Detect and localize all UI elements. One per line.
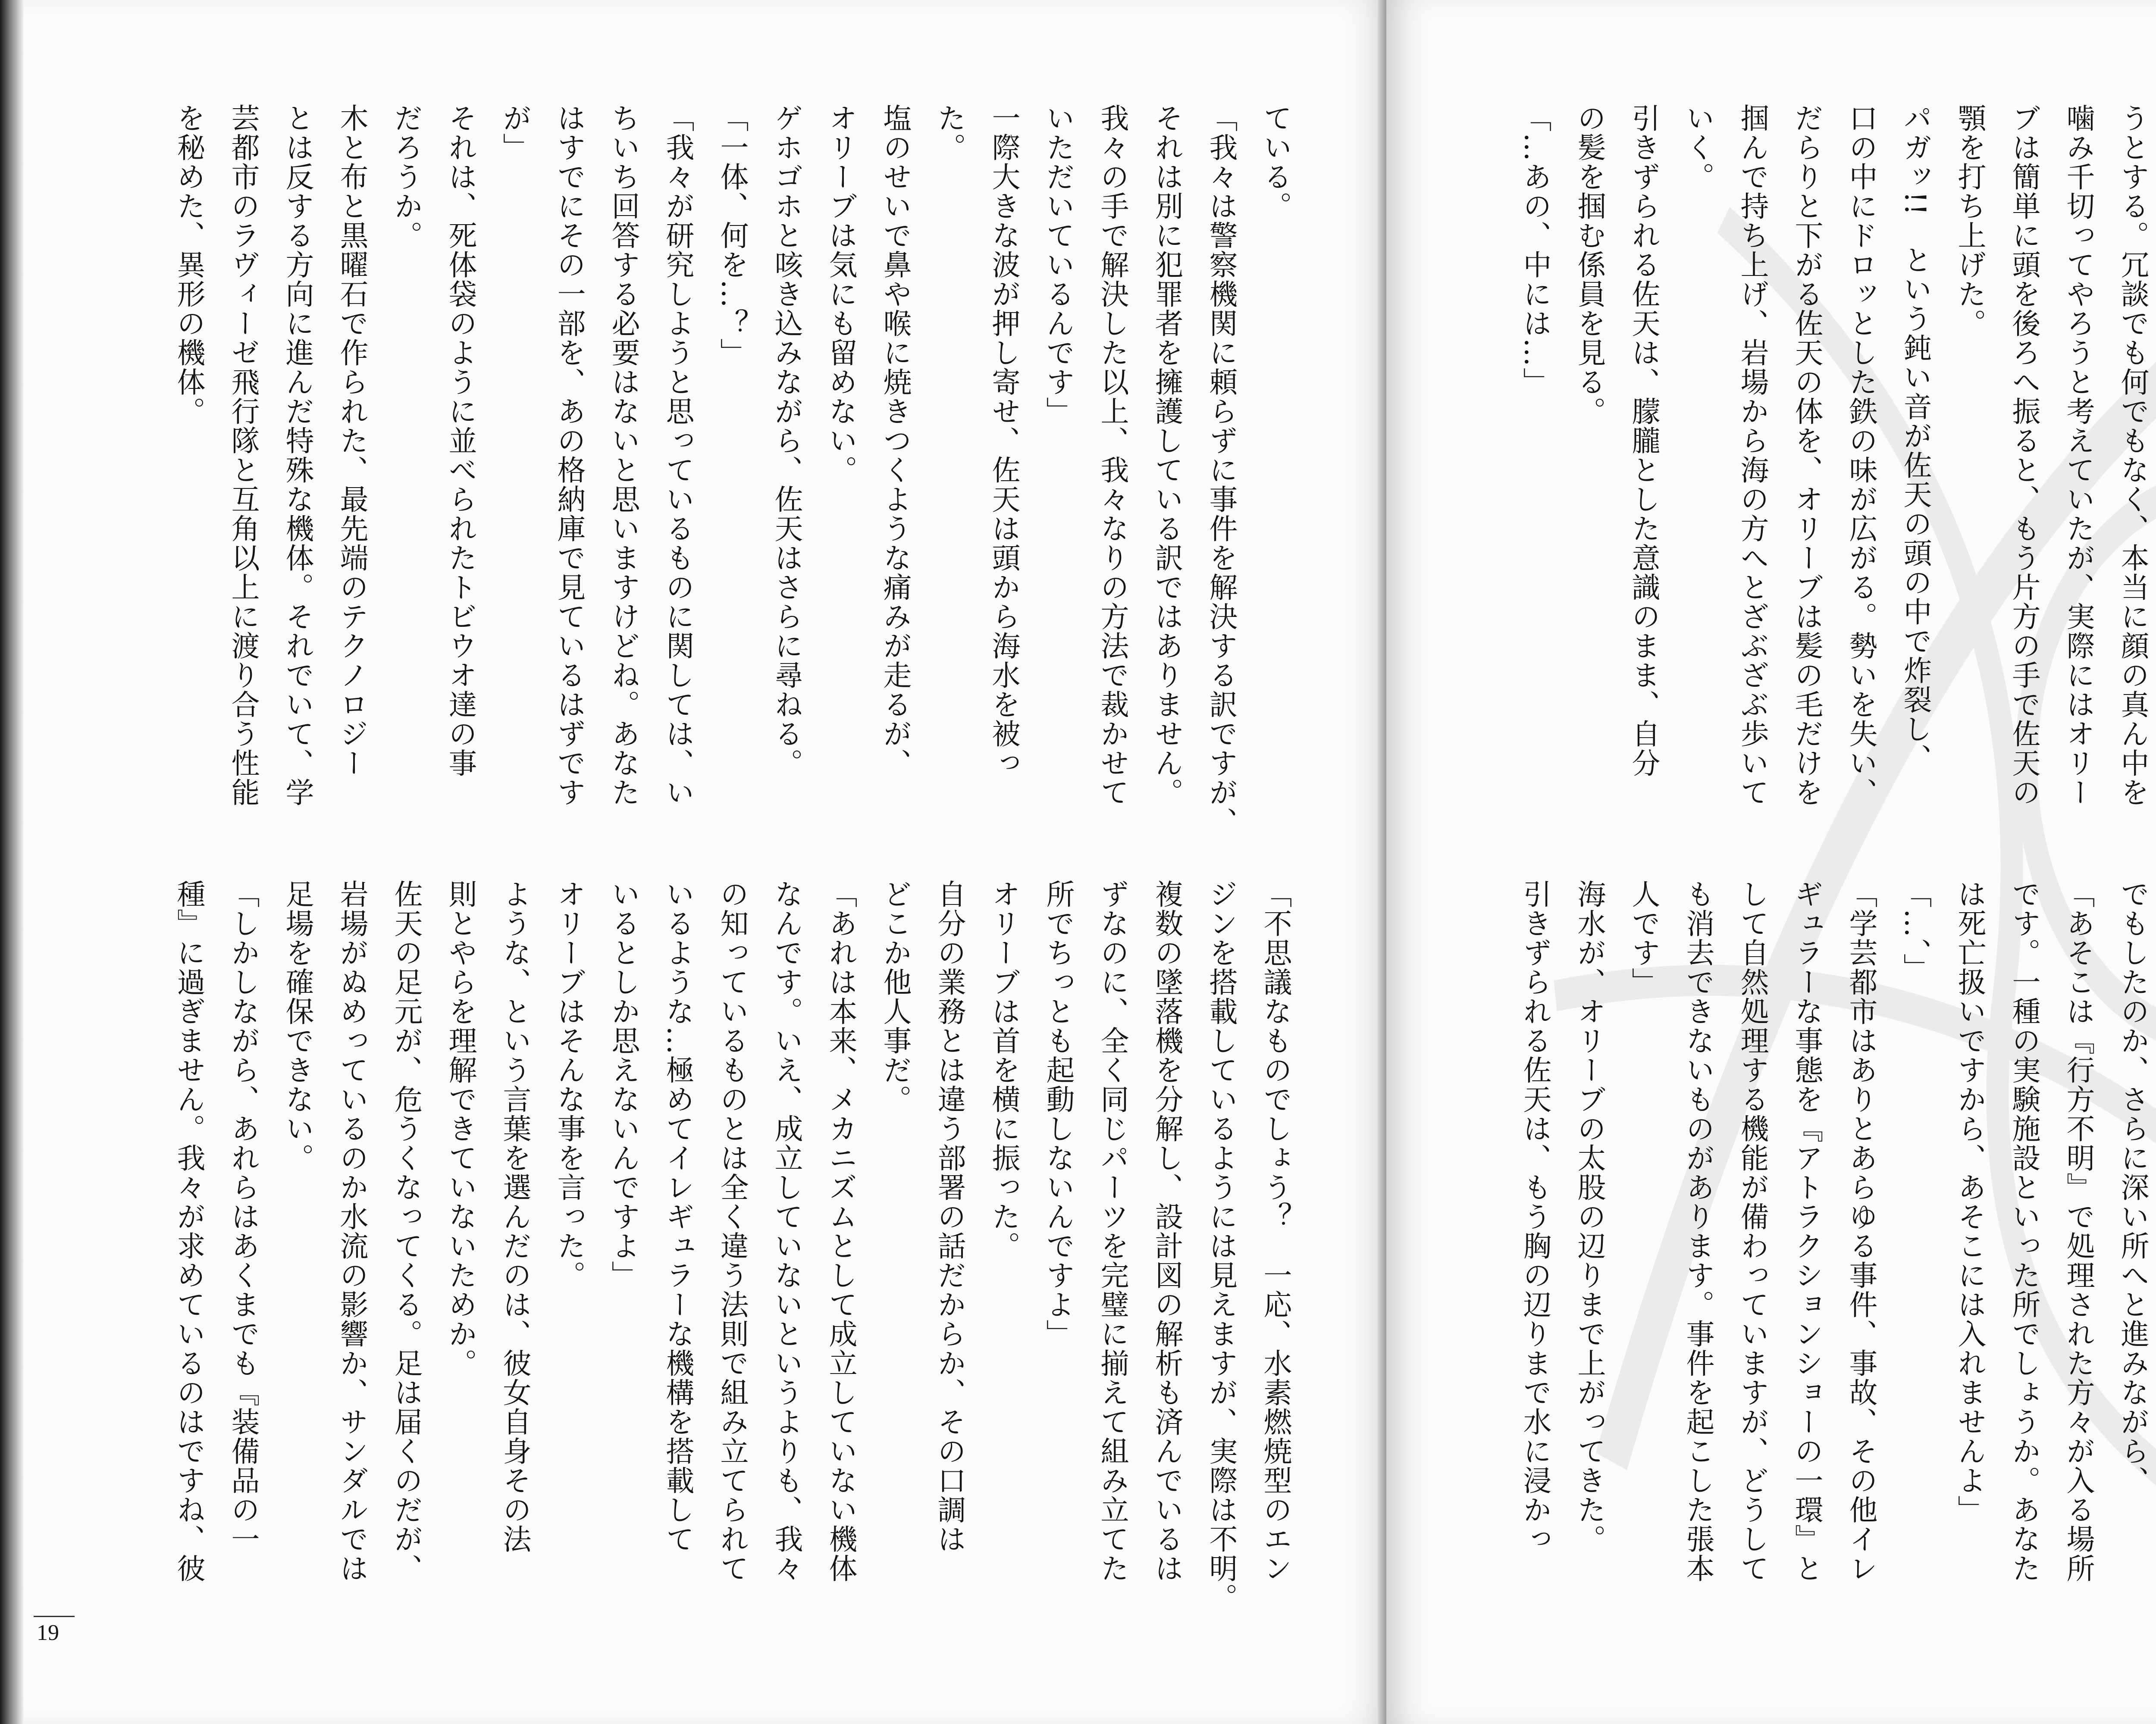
text-column: ゲホゴホと咳き込みながら、佐天はさらに尋ねる。 [770, 103, 803, 778]
text-column: 「我々は警察機関に頼らずに事件を解決する訳ですが、 [1204, 103, 1238, 836]
text-column: オリーブは首を横に振った。 [987, 879, 1020, 1261]
text-column: 人です」 [1627, 879, 1660, 997]
text-column: ずなのに、全く同じパーツを完璧に揃えて組み立てた [1096, 879, 1129, 1583]
text-column: 芸都市のラヴィーゼ飛行隊と互角以上に渡り合う性能 [226, 103, 260, 807]
text-column: 所でちっとも起動しないんですよ」 [1041, 879, 1075, 1349]
text-column: 「学芸都市はありとあらゆる事件、事故、その他イレ [1844, 879, 1877, 1583]
text-column: 引きずられる佐天は、もう胸の辺りまで水に浸かっ [1518, 879, 1551, 1554]
right-page [1386, 0, 2156, 1724]
text-column: オリーブは気にも留めない。 [824, 103, 857, 485]
text-column: を秘めた、異形の機体。 [172, 103, 205, 426]
binding-edge-shadow [0, 0, 24, 1724]
text-column: 「あれは本来、メカニズムとして成立していない機体 [824, 879, 857, 1583]
text-column: 複数の墜落機を分解し、設計図の解析も済んでいるは [1150, 879, 1183, 1583]
text-column: オリーブはそんな事を言った。 [552, 879, 586, 1290]
text-column: はすでにその一部を、あの格納庫で見ているはずです [552, 103, 586, 807]
text-column: の知っているものとは全く違う法則で組み立てられて [715, 879, 749, 1583]
text-column: いるような…極めてイレギュラーな機構を搭載して [661, 879, 694, 1554]
text-column: でもしたのか、さらに深い所へと進みながら、 [2116, 879, 2149, 1495]
text-column: ギュラーな事態を『アトラクションショーの一環』と [1790, 879, 1823, 1583]
text-column: 塩のせいで鼻や喉に焼きつくような痛みが走るが、 [878, 103, 912, 778]
text-column: も消去できないものがあります。事件を起こした張本 [1681, 879, 1714, 1583]
text-column: それは、死体袋のように並べられたトビウオ達の事 [444, 103, 477, 778]
text-column: 掴んで持ち上げ、岩場から海の方へとざぶざぶ歩いて [1736, 103, 1769, 807]
text-column: 「我々が研究しようと思っているものに関しては、い [661, 103, 694, 807]
left-page-top-text-block [161, 103, 1302, 836]
text-column: 顎を打ち上げた。 [1953, 103, 1986, 338]
text-column: 口の中にドロッとした鉄の味が広がる。勢いを失い、 [1844, 103, 1877, 807]
text-column: 則とやらを理解できていないためか。 [444, 879, 477, 1378]
text-column: 「一体、何を…？」 [715, 103, 749, 367]
text-column: 海水が、オリーブの太股の辺りまで上がってきた。 [1573, 879, 1606, 1554]
text-column: うとする。冗談でも何でもなく、本当に顔の真ん中を [2116, 103, 2149, 807]
text-column: だらりと下がる佐天の体を、オリーブは髪の毛だけを [1790, 103, 1823, 807]
text-column: なんです。いえ、成立していないというよりも、我々 [770, 879, 803, 1583]
text-column: た。 [933, 103, 966, 162]
text-column: が」 [498, 103, 531, 162]
text-column: 「あそこは『行方不明』で処理された方々が入る場所 [2062, 879, 2095, 1583]
text-column: ちいち回答する必要はないと思いますけどね。あなた [607, 103, 640, 807]
text-column: ブは簡単に頭を後ろへ振ると、もう片方の手で佐天の [2007, 103, 2040, 807]
text-column: 「…あの、中には…」 [1518, 103, 1551, 397]
text-column: は死亡扱いですから、あそこには入れませんよ」 [1953, 879, 1986, 1524]
text-column: して自然処理する機能が備わっていますが、どうして [1736, 879, 1769, 1583]
text-column: です。一種の実験施設といった所でしょうか。あなた [2007, 879, 2040, 1583]
left-page-bottom-text-block [161, 879, 1302, 1612]
text-column: 種』に過ぎません。我々が求めているのはですね、彼 [172, 879, 205, 1583]
text-column: ている。 [1259, 103, 1292, 221]
text-column: ジンを搭載しているようには見えますが、実際は不明。 [1204, 879, 1238, 1612]
text-column: 足場を確保できない。 [281, 879, 314, 1173]
text-column: 「…、」 [1899, 879, 1932, 982]
text-column: とは反する方向に進んだ特殊な機体。それでいて、学 [281, 103, 314, 807]
text-column: 引きずられる佐天は、朦朧とした意識のまま、自分 [1627, 103, 1660, 778]
text-column: 自分の業務とは違う部署の話だからか、その口調は [933, 879, 966, 1554]
text-column: いく。 [1681, 103, 1714, 191]
text-column: だろうか。 [389, 103, 423, 250]
text-column: いただいているんです」 [1041, 103, 1075, 426]
text-column: 木と布と黒曜石で作られた、最先端のテクノロジー [335, 103, 368, 778]
text-column: パガッ!! という鈍い音が佐天の頭の中で炸裂し、 [1899, 103, 1932, 773]
text-column: ような、という言葉を選んだのは、彼女自身その法 [498, 879, 531, 1554]
text-column: どこか他人事だ。 [878, 879, 912, 1114]
page-number-left: 19 [37, 1621, 59, 1645]
text-column: の髪を掴む係員を見る。 [1573, 103, 1606, 426]
right-page-bottom-text-block [1507, 879, 2156, 1583]
right-page-top-text-block [1507, 103, 2156, 807]
text-column: いるとしか思えないんですよ」 [607, 879, 640, 1290]
text-column: 佐天の足元が、危うくなってくる。足は届くのだが、 [389, 879, 423, 1583]
page-number-rule [34, 1616, 75, 1617]
text-column: 岩場がぬめっているのか水流の影響か、サンダルでは [335, 879, 368, 1583]
text-column: それは別に犯罪者を擁護している訳ではありません。 [1150, 103, 1183, 807]
text-column: 我々の手で解決した以上、我々なりの方法で裁かせて [1096, 103, 1129, 807]
text-column: 噛み千切ってやろうと考えていたが、実際にはオリー [2062, 103, 2095, 807]
text-column: 「しかしながら、あれらはあくまでも『装備品の一 [226, 879, 260, 1554]
text-column: 「不思議なものでしょう？ 一応、水素燃焼型のエン [1259, 879, 1292, 1583]
text-column: 一際大きな波が押し寄せ、佐天は頭から海水を被っ [987, 103, 1020, 778]
